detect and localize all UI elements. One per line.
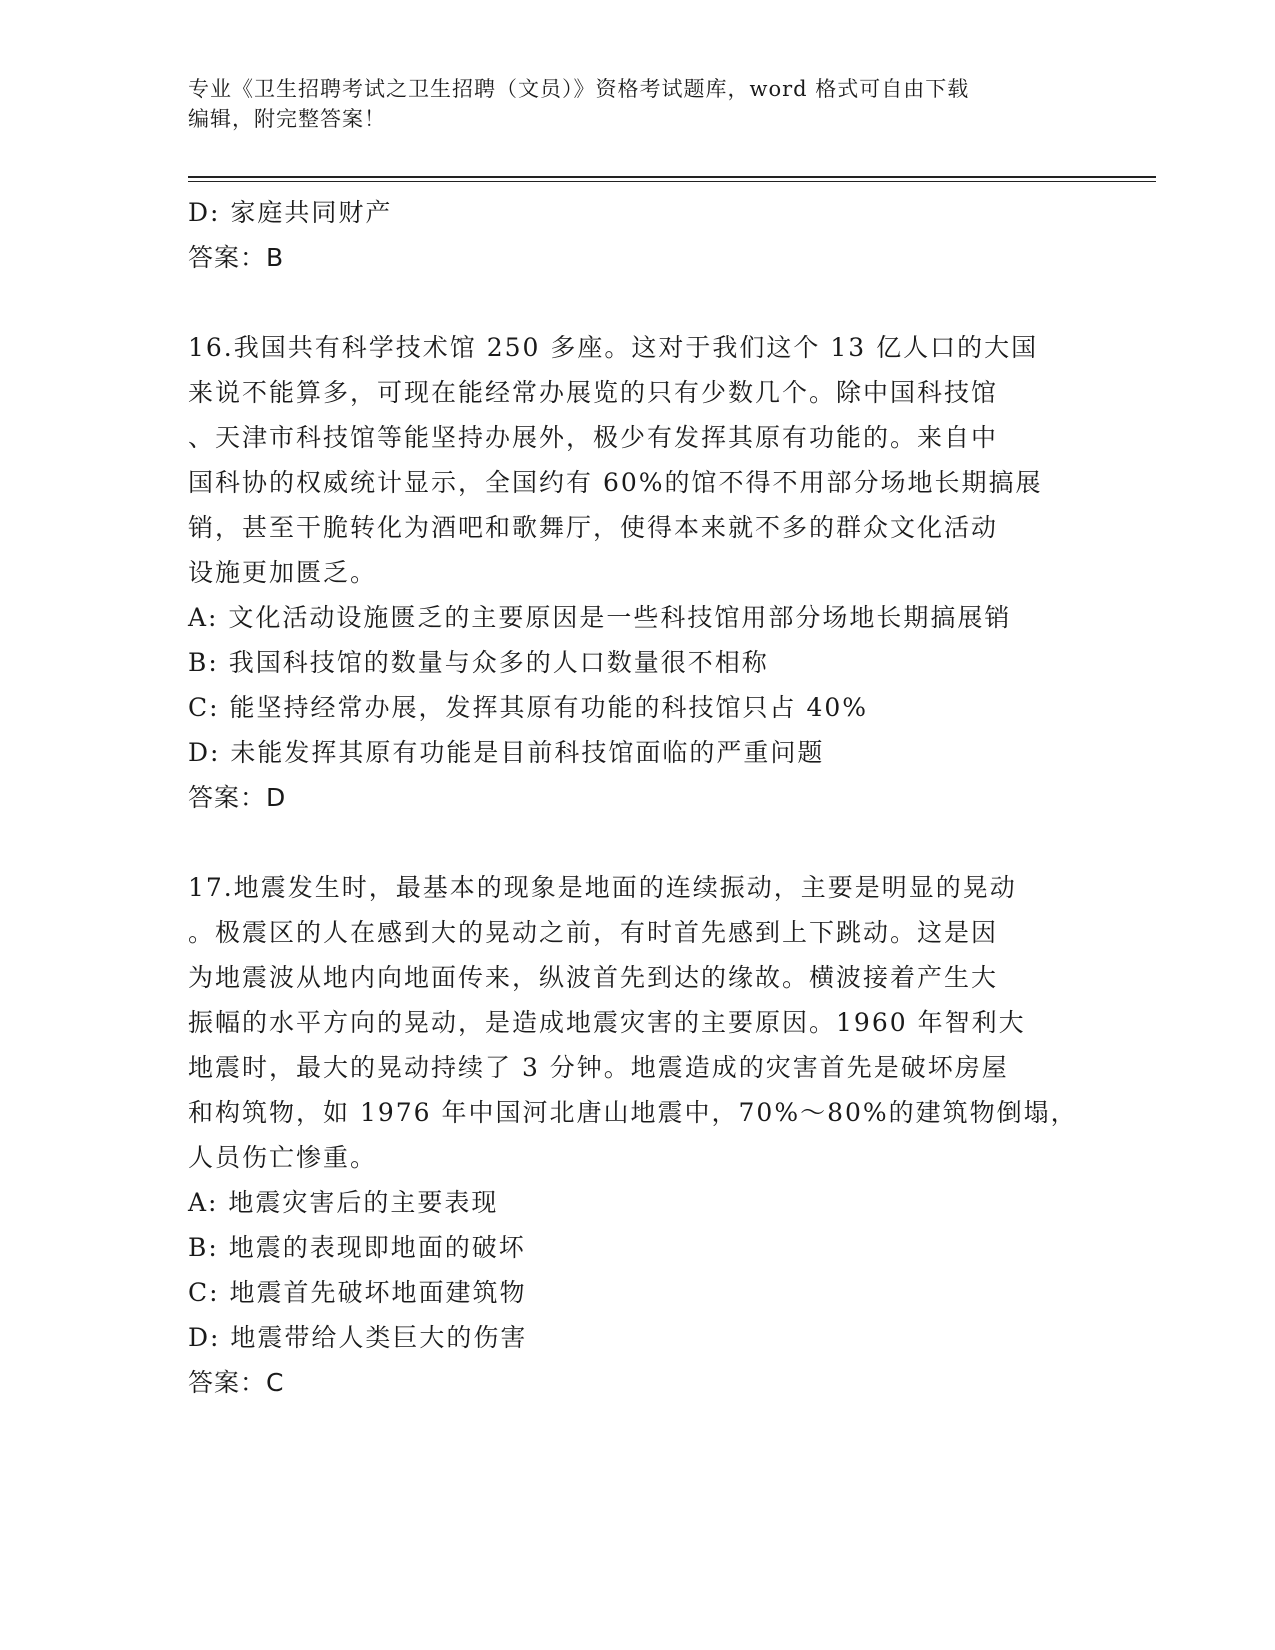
question-17 [188,865,1088,1405]
question-16-line: 来说不能算多，可现在能经常办展览的只有少数几个。除中国科技馆 [188,378,999,407]
spacer [188,820,1088,865]
question-16-option-a: A: 文化活动设施匮乏的主要原因是一些科技馆用部分场地长期搞展销 [188,603,1012,632]
header-rule-thick [188,176,1156,178]
question-17-answer: 答案：C [188,1368,285,1397]
prev-option-d: D: 家庭共同财产 [188,198,393,227]
question-17-option-b: B: 地震的表现即地面的破坏 [188,1233,526,1262]
question-17-option-a: A: 地震灾害后的主要表现 [188,1188,499,1217]
question-16-option-b: B: 我国科技馆的数量与众多的人口数量很不相称 [188,648,769,677]
question-16 [188,325,1088,820]
question-16-option-d: D: 未能发挥其原有功能是目前科技馆面临的严重问题 [188,738,825,767]
question-17-line: 17.地震发生时，最基本的现象是地面的连续振动，主要是明显的晃动 [188,873,1017,902]
header-line-1: 专业《卫生招聘考试之卫生招聘（文员）》资格考试题库，word 格式可自由下载 [188,77,970,101]
header-line-2: 编辑，附完整答案！ [188,107,386,131]
question-16-line: 设施更加匮乏。 [188,558,378,587]
page-header [188,74,1088,134]
question-16-line: 16.我国共有科学技术馆 250 多座。这对于我们这个 13 亿人口的大国 [188,333,1039,362]
question-16-line: 、天津市科技馆等能坚持办展外，极少有发挥其原有功能的。来自中 [188,423,999,452]
question-17-option-c: C: 地震首先破坏地面建筑物 [188,1278,527,1307]
question-16-line: 国科协的权威统计显示，全国约有 60%的馆不得不用部分场地长期搞展 [188,468,1043,497]
question-17-line: 地震时，最大的晃动持续了 3 分钟。地震造成的灾害首先是破坏房屋 [188,1053,1009,1082]
question-17-line: 和构筑物，如 1976 年中国河北唐山地震中，70%～80%的建筑物倒塌， [188,1098,1078,1127]
question-16-option-c: C: 能坚持经常办展，发挥其原有功能的科技馆只占 40% [188,693,869,722]
question-17-option-d: D: 地震带给人类巨大的伤害 [188,1323,528,1352]
prev-answer: 答案：B [188,243,285,272]
question-17-line: 。极震区的人在感到大的晃动之前，有时首先感到上下跳动。这是因 [188,918,999,947]
question-16-line: 销，甚至干脆转化为酒吧和歌舞厅，使得本来就不多的群众文化活动 [188,513,999,542]
question-17-line: 振幅的水平方向的晃动，是造成地震灾害的主要原因。1960 年智利大 [188,1008,1026,1037]
question-16-answer: 答案：D [188,783,287,812]
question-17-line: 人员伤亡惨重。 [188,1143,378,1172]
question-17-line: 为地震波从地内向地面传来，纵波首先到达的缘故。横波接着产生大 [188,963,999,992]
header-rule-thin [188,181,1156,182]
spacer [188,280,1088,325]
document-body [188,190,1088,1405]
